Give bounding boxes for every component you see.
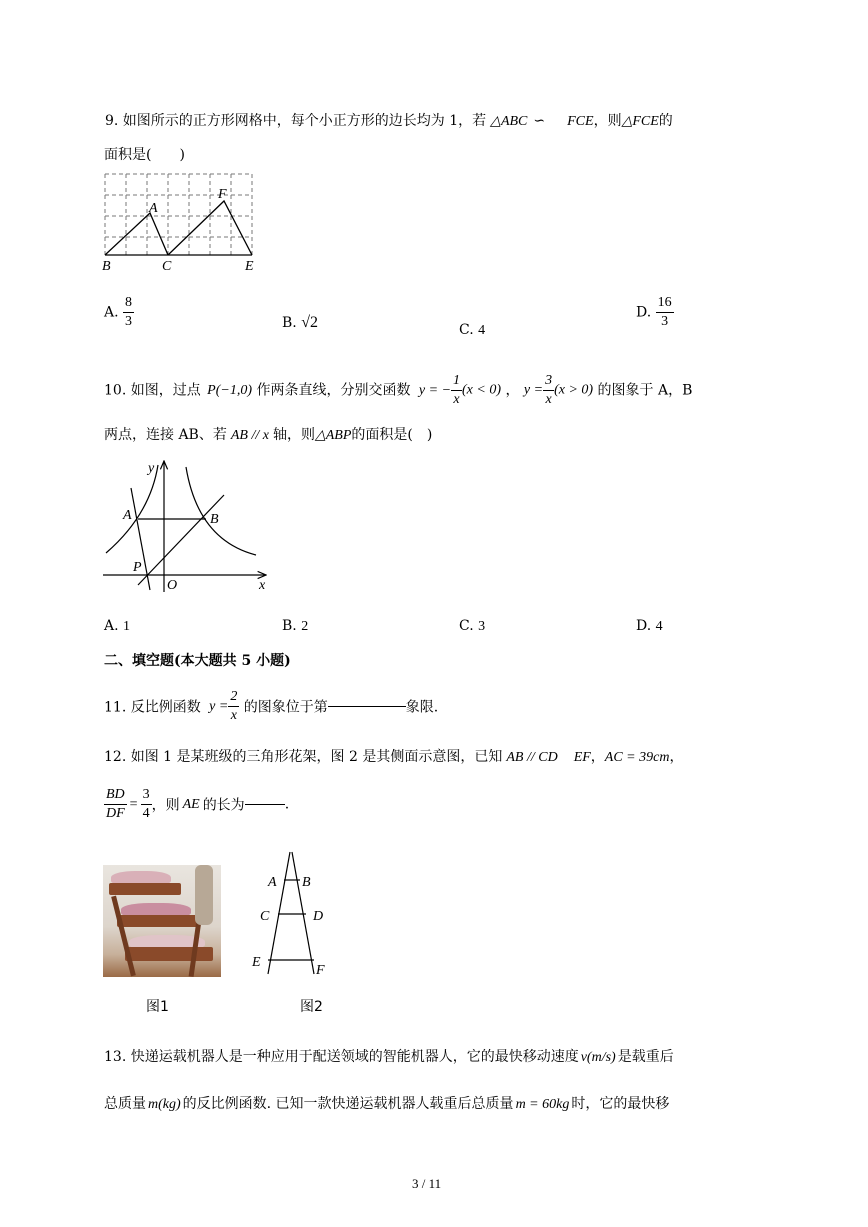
q9-triangle-fce: FCE (567, 114, 594, 129)
q9-label-f: F (218, 187, 227, 202)
q9-label-c: C (162, 259, 172, 274)
q10-option-a-value: 1 (123, 619, 131, 634)
q12-answer-blank[interactable] (245, 804, 285, 805)
q12-value-num: 3 (141, 786, 152, 805)
q10-mid: 作两条直线，分别交函数 (256, 382, 411, 399)
q9-text-prefix: 9. 如图所示的正方形网格中，每个小正方形的边长均为 1，若 (105, 113, 487, 129)
q10-f2-num: 3 (543, 372, 554, 391)
q10-line1 (104, 372, 692, 409)
q9-grid-lines (105, 174, 252, 255)
q10-line-pb (138, 495, 224, 585)
q9-label-b: B (102, 259, 111, 274)
q10-option-a (104, 618, 130, 635)
q12-value-fraction (141, 786, 152, 823)
q10-f2-lhs: y = (523, 382, 544, 398)
q9-triangle-abc: △ABC (490, 114, 528, 129)
q12-eq: = (129, 796, 138, 812)
q10-suffix: 的图象于 A，B (597, 382, 693, 399)
q9-text-then: ，则 (593, 113, 622, 129)
q12-end1: ， (669, 749, 684, 765)
q9-option-d-num: 16 (656, 294, 674, 313)
q12-ac: AC = 39cm (604, 750, 670, 765)
q12-tail: 的长为 (202, 797, 245, 814)
q10-line2-tri: △ABP (314, 428, 352, 443)
q9-option-d-letter: D. (636, 304, 652, 321)
q11-end: 象限. (405, 699, 439, 716)
q12-label-c: C (260, 909, 270, 924)
q9-option-a-den: 3 (125, 314, 133, 329)
q9-line2: 面积是( ) (104, 147, 185, 163)
q10-option-d-letter: D. (636, 618, 652, 634)
q10-f2-fraction (543, 372, 554, 409)
q9-option-c-value: 4 (478, 323, 486, 338)
q13-line2-b: 的反比例函数. 已知一款快递运载机器人载重后总质量 (182, 1096, 514, 1112)
q9-text-suffix: 的 (658, 113, 673, 129)
q10-option-c-letter: C. (459, 618, 474, 634)
q12-fig2-caption: 图2 (300, 999, 323, 1015)
q11-fraction (228, 688, 239, 725)
q12-ratio-den: DF (106, 806, 125, 821)
q12-label-f: F (316, 963, 325, 978)
q12-ae: AE (182, 796, 200, 812)
q12-label-e: E (252, 955, 261, 970)
q13-line1 (104, 1046, 674, 1066)
q9-option-a-num: 8 (123, 294, 134, 313)
q13-velocity: v(m/s) (580, 1050, 616, 1065)
q9-option-d-fraction (656, 294, 674, 331)
q12-right-leg (292, 852, 314, 974)
q10-graph-figure (98, 455, 278, 595)
q10-f1-num: 1 (451, 372, 462, 391)
q9-triangle-abc-shape (105, 213, 168, 255)
q9-option-a (104, 294, 134, 331)
q12-sep: ， (590, 749, 605, 765)
q13-mass-value: m = 60kg (515, 1097, 570, 1112)
q9-option-b (282, 314, 318, 332)
q10-f2-den: x (545, 392, 552, 407)
q12-ratio-num: BD (104, 786, 127, 805)
q9-option-c (459, 322, 485, 339)
q10-label-p: P (133, 560, 142, 575)
q12-side-diagram (248, 848, 338, 980)
q10-label-a: A (123, 508, 132, 523)
q12-photo-background-figure (195, 865, 213, 925)
q9-line1 (105, 110, 673, 130)
q10-label-y: y (148, 461, 155, 476)
q12-value-den: 4 (142, 806, 150, 821)
q10-f1-lhs: y = − (418, 382, 452, 398)
q10-label-b: B (210, 512, 219, 527)
q10-curve-right (186, 467, 256, 555)
q9-option-a-letter: A. (104, 304, 119, 321)
q10-f1-den: x (453, 392, 460, 407)
q10-f2-cond: (x > 0) (554, 382, 594, 398)
q12-cond: AB // CD (506, 750, 558, 765)
q11-num: 2 (228, 688, 239, 707)
q13-prefix: 13. 快递运载机器人是一种应用于配送领域的智能机器人，它的最快移动速度 (104, 1049, 579, 1065)
q9-label-e: E (245, 259, 254, 274)
q10-option-b-letter: B. (282, 618, 297, 634)
q12-cond2: EF (573, 750, 591, 765)
q10-option-b-value: 2 (301, 619, 309, 634)
q10-comma: ， (505, 382, 520, 399)
q12-prefix: 12. 如图 1 是某班级的三角形花架，图 2 是其侧面示意图，已知 (104, 749, 503, 765)
q10-label-o: O (167, 578, 178, 593)
q9-similar-symbol: ∽ (533, 113, 546, 129)
section-heading: 二、填空题(本大题共 5 小题) (104, 653, 291, 669)
q10-f1-fraction (451, 372, 462, 409)
q10-option-d (636, 618, 663, 635)
page-number: 3 / 11 (412, 1176, 442, 1191)
q10-curve-left (106, 465, 158, 553)
q10-label-x: x (259, 578, 266, 593)
q13-line2 (104, 1093, 669, 1113)
q9-option-a-fraction (123, 294, 134, 331)
q10-option-b (282, 618, 308, 635)
q10-line2 (104, 424, 432, 444)
q13-suffix: 是载重后 (617, 1049, 674, 1065)
q12-label-b: B (302, 875, 311, 890)
q10-line2-c: 的面积是( ) (351, 427, 433, 443)
q12-line2 (104, 786, 289, 823)
q12-photo-shelf-mid (117, 915, 199, 927)
q10-prefix: 10. 如图，过点 (104, 382, 201, 399)
q10-option-d-value: 4 (655, 619, 663, 634)
q10-option-a-letter: A. (104, 618, 119, 634)
q11-suffix: 的图象位于第 (243, 699, 328, 716)
q12-period: . (284, 796, 290, 813)
q9-triangle-fce-area: △FCE (621, 114, 659, 129)
q11-den: x (230, 708, 237, 723)
q9-label-a: A (149, 201, 158, 216)
q12-line1 (104, 746, 683, 766)
q12-label-d: D (313, 909, 324, 924)
q11-lhs: y = (209, 698, 229, 714)
q9-option-d-den: 3 (661, 314, 669, 329)
q11-line (104, 688, 438, 725)
q10-line2-b: 轴，则 (272, 427, 315, 443)
q12-fig1-caption: 图1 (146, 999, 169, 1015)
q9-option-b-letter: B. (282, 315, 297, 331)
q11-prefix: 11. 反比例函数 (104, 699, 201, 716)
q13-line2-c: 时，它的最快移 (571, 1096, 670, 1112)
q10-option-c (459, 618, 485, 635)
q9-option-c-letter: C. (459, 322, 474, 338)
q10-point: P(−1,0) (207, 382, 252, 398)
q12-ratio-fraction (104, 786, 127, 823)
q13-mass: m(kg) (148, 1097, 181, 1112)
q10-f1-cond: (x < 0) (462, 382, 502, 398)
q12-then: ，则 (151, 797, 180, 814)
q12-left-leg (268, 852, 290, 974)
q10-line2-a: 两点，连接 AB、若 (104, 427, 227, 443)
q12-label-a: A (268, 875, 277, 890)
q9-option-b-value: √2 (301, 314, 318, 331)
q11-answer-blank[interactable] (328, 706, 406, 707)
q12-flower-stand-photo (103, 865, 221, 977)
q12-photo-shelf-top (109, 883, 181, 895)
q10-line2-cond: AB // x (230, 428, 269, 443)
q12-photo-shelf-bottom (125, 947, 213, 961)
q9-option-d (636, 294, 674, 331)
q9-grid-figure (98, 168, 268, 278)
q10-option-c-value: 3 (478, 619, 486, 634)
q13-line2-a: 总质量 (104, 1096, 146, 1112)
